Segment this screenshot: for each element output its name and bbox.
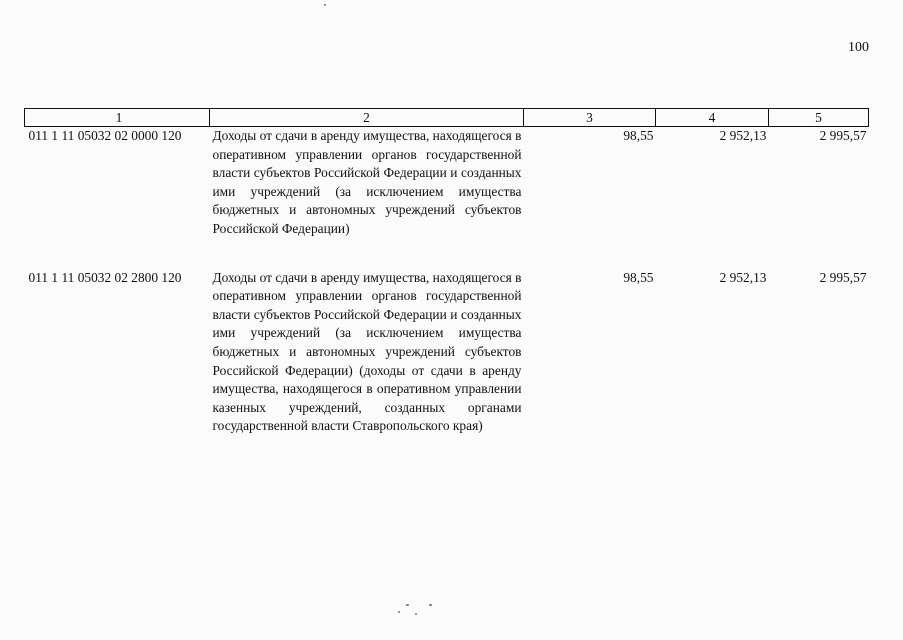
row-spacer: [25, 239, 869, 269]
scan-artifact: [406, 604, 409, 606]
scan-artifact: [429, 604, 432, 606]
page-number: 100: [848, 40, 869, 55]
value-col4: 2 952,13: [719, 128, 767, 143]
revenue-description: Доходы от сдачи в аренду имущества, находящегося в оперативном управлении органов государственной власти субъектов Российской Федерации и созданных ими учреждений (за исключением имущества бюджетных и автономных учреждений субъектов Российской Федерации) (доходы от сдачи в аренду имущества, находящегося в оперативном управлении казенных учреждений, созданных органами государственной власти Ставропольского края): [212, 269, 522, 434]
scan-artifact: [398, 611, 400, 613]
column-header-1: 1: [25, 109, 210, 127]
value-col3: 98,55: [623, 269, 654, 285]
spacer-cell: [25, 239, 869, 269]
budget-code: 011 1 11 05032 02 2800 120: [28, 269, 182, 285]
revenue-description: Доходы от сдачи в аренду имущества, находящегося в оперативном управлении органов государственной власти субъектов Российской Федерации и созданных ими учреждений (за исключением имущества бюджетных и автономных учреждений субъектов Российской Федерации): [212, 128, 522, 236]
table-header-row: [25, 109, 869, 127]
column-header-2: 2: [210, 109, 524, 127]
scan-artifact: [324, 4, 326, 6]
table-row: [25, 269, 869, 436]
column-header-3: 3: [524, 109, 656, 127]
scan-artifact: [415, 613, 417, 615]
column-header-5: 5: [769, 109, 869, 127]
value-col5: 2 995,57: [819, 269, 867, 285]
value-col3: 98,55: [623, 128, 654, 143]
budget-revenue-table: [24, 108, 869, 436]
table-row: [25, 127, 869, 239]
budget-code: 011 1 11 05032 02 0000 120: [28, 128, 182, 143]
column-header-4: 4: [656, 109, 769, 127]
value-col5: 2 995,57: [819, 128, 867, 143]
value-col4: 2 952,13: [719, 269, 767, 285]
